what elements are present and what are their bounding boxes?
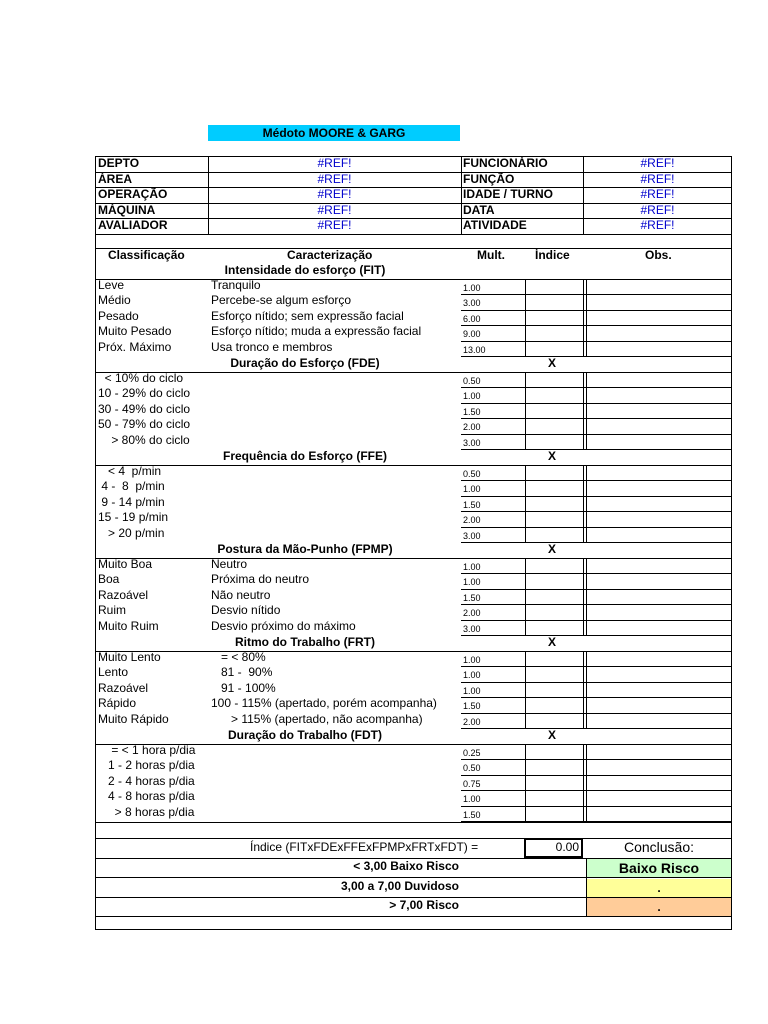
row-line (461, 310, 732, 311)
row-multiplier: 3.00 (463, 531, 481, 541)
row-multiplier: 0.25 (463, 748, 481, 758)
row-classification: Rápido (98, 696, 137, 710)
risk-level-label: > 7,00 Risco (389, 898, 459, 912)
section-title: Intensidade do esforço (FIT) (224, 263, 386, 277)
row-multiplier: 1.50 (463, 810, 481, 820)
row-description: Esforço nítido; muda a expressão facial (211, 324, 422, 338)
obs-col-line (583, 465, 584, 543)
row-description: 81 - 90% (211, 665, 273, 679)
section-marker: X (548, 449, 557, 463)
row-description: Percebe-se algum esforço (211, 293, 352, 307)
obs-col-line (586, 372, 587, 450)
conclusion-label: Conclusão: (623, 839, 695, 855)
row-multiplier: 1.00 (463, 670, 481, 680)
section-marker: X (548, 635, 557, 649)
row-description: > 115% (apertado, não acompanha) (211, 712, 423, 726)
section-line (95, 465, 732, 466)
risk-level-label: < 3,00 Baixo Risco (353, 859, 459, 873)
row-line (461, 806, 732, 807)
row-classification: 30 - 49% do ciclo (98, 402, 191, 416)
row-multiplier: 0.50 (463, 376, 481, 386)
index-col-line (525, 465, 526, 543)
index-col-line (525, 372, 526, 450)
row-line (461, 527, 732, 528)
header-field-label: FUNÇÃO (463, 172, 515, 186)
row-classification: Muito Boa (98, 557, 153, 571)
row-description: 100 - 115% (apertado, porém acompanha) (211, 696, 437, 710)
row-multiplier: 1.00 (463, 562, 481, 572)
row-classification: 4 - 8 p/min (98, 479, 165, 493)
row-multiplier: 1.50 (463, 701, 481, 711)
header-field-label: ÁREA (98, 172, 133, 186)
section-title: Duração do Trabalho (FDT) (227, 728, 382, 742)
row-classification: 4 - 8 horas p/dia (98, 789, 195, 803)
header-field-label: ATIVIDADE (463, 218, 527, 232)
section-marker: X (548, 356, 557, 370)
row-classification: Leve (98, 278, 125, 292)
result-line (95, 929, 732, 930)
header-field-value: #REF! (640, 203, 675, 217)
row-line (461, 790, 732, 791)
index-col-line (525, 279, 526, 357)
obs-col-line (586, 651, 587, 729)
header-field-value: #REF! (317, 156, 352, 170)
column-header-mult: Mult. (477, 248, 505, 262)
row-description: Esforço nítido; sem expressão facial (211, 309, 404, 323)
row-classification: 50 - 79% do ciclo (98, 417, 191, 431)
column-header-caracterizacao: Caracterização (287, 248, 373, 262)
row-description: Próxima do neutro (211, 572, 310, 586)
row-description: Tranquilo (211, 278, 261, 292)
formula-label: Índice (FITxFDExFFExFPMPxFRTxFDT) = (250, 840, 479, 854)
row-classification: < 10% do ciclo (98, 371, 184, 385)
row-multiplier: 1.00 (463, 283, 481, 293)
row-classification: Boa (98, 572, 120, 586)
row-multiplier: 0.50 (463, 469, 481, 479)
row-line (461, 620, 732, 621)
document-title: Médoto MOORE & GARG (208, 125, 460, 141)
obs-col-line (586, 744, 587, 822)
section-marker: X (548, 542, 557, 556)
separator-line (95, 234, 732, 235)
row-classification: Muito Lento (98, 650, 161, 664)
section-title: Frequência do Esforço (FFE) (222, 449, 387, 463)
obs-col-line (586, 465, 587, 543)
row-description: 91 - 100% (211, 681, 276, 695)
header-field-label: AVALIADOR (98, 218, 168, 232)
row-multiplier: 3.00 (463, 624, 481, 634)
obs-col-line (586, 279, 587, 357)
row-multiplier: 1.50 (463, 593, 481, 603)
row-classification: Muito Ruim (98, 619, 159, 633)
row-classification: < 4 p/min (98, 464, 162, 478)
row-classification: > 20 p/min (98, 526, 165, 540)
row-line (461, 403, 732, 404)
section-line (95, 651, 732, 652)
row-multiplier: 3.00 (463, 298, 481, 308)
row-multiplier: 2.00 (463, 608, 481, 618)
header-field-label: MÁQUINA (98, 203, 156, 217)
row-multiplier: 2.00 (463, 717, 481, 727)
row-line (461, 387, 732, 388)
row-classification: Médio (98, 293, 131, 307)
row-line (461, 682, 732, 683)
result-line (95, 916, 732, 917)
column-header-indice: Índice (535, 248, 570, 262)
risk-level-status: . (657, 881, 661, 895)
index-result-value: 0.00 (555, 840, 579, 854)
row-multiplier: 1.00 (463, 577, 481, 587)
row-multiplier: 1.50 (463, 407, 481, 417)
row-line (461, 697, 732, 698)
header-field-value: #REF! (317, 203, 352, 217)
row-multiplier: 6.00 (463, 314, 481, 324)
row-multiplier: 0.75 (463, 779, 481, 789)
header-field-value: #REF! (317, 172, 352, 186)
header-field-value: #REF! (317, 187, 352, 201)
row-line (461, 775, 732, 776)
row-multiplier: 1.00 (463, 794, 481, 804)
section-title: Ritmo do Trabalho (FRT) (235, 635, 375, 649)
row-line (461, 480, 732, 481)
row-classification: Lento (98, 665, 129, 679)
row-classification: Próx. Máximo (98, 340, 172, 354)
obs-col-line (583, 558, 584, 636)
section-line (95, 279, 732, 280)
header-field-value: #REF! (640, 156, 675, 170)
header-field-label: DEPTO (98, 156, 140, 170)
row-classification: = < 1 hora p/dia (98, 743, 196, 757)
row-line (461, 325, 732, 326)
row-classification: Pesado (98, 309, 139, 323)
index-col-line (525, 558, 526, 636)
column-header-classificacao: Classificação (108, 248, 185, 262)
section-line (95, 558, 732, 559)
row-classification: 2 - 4 horas p/dia (98, 774, 195, 788)
row-line (461, 666, 732, 667)
row-multiplier: 2.00 (463, 515, 481, 525)
section-line (95, 372, 732, 373)
row-multiplier: 0.50 (463, 763, 481, 773)
row-description: Desvio nítido (211, 603, 281, 617)
row-line (461, 573, 732, 574)
row-multiplier: 1.00 (463, 686, 481, 696)
section-marker: X (548, 728, 557, 742)
index-col-line (525, 744, 526, 822)
row-classification: Muito Rápido (98, 712, 169, 726)
row-line (461, 604, 732, 605)
row-classification: Razoável (98, 588, 149, 602)
row-description: Não neutro (211, 588, 271, 602)
row-line (461, 341, 732, 342)
row-description: Usa tronco e membros (211, 340, 333, 354)
header-field-label: OPERAÇÃO (98, 187, 168, 201)
section-title: Postura da Mão-Punho (FPMP) (217, 542, 393, 556)
risk-level-status: . (657, 900, 661, 914)
row-classification: 1 - 2 horas p/dia (98, 758, 195, 772)
index-col-line (525, 651, 526, 729)
row-line (461, 418, 732, 419)
row-multiplier: 1.50 (463, 500, 481, 510)
row-description: = < 80% (211, 650, 266, 664)
row-classification: 15 - 19 p/min (98, 510, 169, 524)
header-field-value: #REF! (640, 172, 675, 186)
row-classification: Muito Pesado (98, 324, 172, 338)
row-line (461, 434, 732, 435)
row-line (461, 713, 732, 714)
obs-col-line (583, 279, 584, 357)
header-field-value: #REF! (640, 187, 675, 201)
row-line (461, 496, 732, 497)
header-field-label: DATA (463, 203, 495, 217)
header-field-label: FUNCIONÁRIO (463, 156, 548, 170)
row-classification: > 80% do ciclo (98, 433, 190, 447)
row-description: Neutro (211, 557, 248, 571)
row-classification: 10 - 29% do ciclo (98, 386, 191, 400)
risk-level-status: Baixo Risco (618, 860, 700, 876)
row-multiplier: 1.00 (463, 484, 481, 494)
result-line (95, 877, 732, 878)
risk-level-label: 3,00 a 7,00 Duvidoso (340, 879, 459, 893)
obs-col-line (583, 372, 584, 450)
row-multiplier: 3.00 (463, 438, 481, 448)
result-line (95, 822, 732, 823)
section-title: Duração do Esforço (FDE) (230, 356, 380, 370)
obs-col-line (586, 558, 587, 636)
header-field-value: #REF! (317, 218, 352, 232)
row-line (461, 511, 732, 512)
header-field-label: IDADE / TURNO (463, 187, 553, 201)
row-description: Desvio próximo do máximo (211, 619, 356, 633)
obs-col-line (583, 744, 584, 822)
row-line (461, 759, 732, 760)
row-multiplier: 1.00 (463, 655, 481, 665)
separator-line (95, 248, 732, 249)
row-classification: > 8 horas p/dia (98, 805, 195, 819)
row-line (461, 589, 732, 590)
row-multiplier: 9.00 (463, 329, 481, 339)
row-line (461, 294, 732, 295)
header-field-value: #REF! (640, 218, 675, 232)
row-multiplier: 2.00 (463, 422, 481, 432)
result-col-line (586, 858, 587, 916)
row-classification: Razoável (98, 681, 149, 695)
obs-col-line (583, 651, 584, 729)
row-multiplier: 1.00 (463, 391, 481, 401)
row-classification: 9 - 14 p/min (98, 495, 165, 509)
row-multiplier: 13.00 (463, 345, 486, 355)
column-header-obs: Obs. (645, 248, 672, 262)
row-classification: Ruim (98, 603, 127, 617)
header-col-line (461, 156, 462, 234)
